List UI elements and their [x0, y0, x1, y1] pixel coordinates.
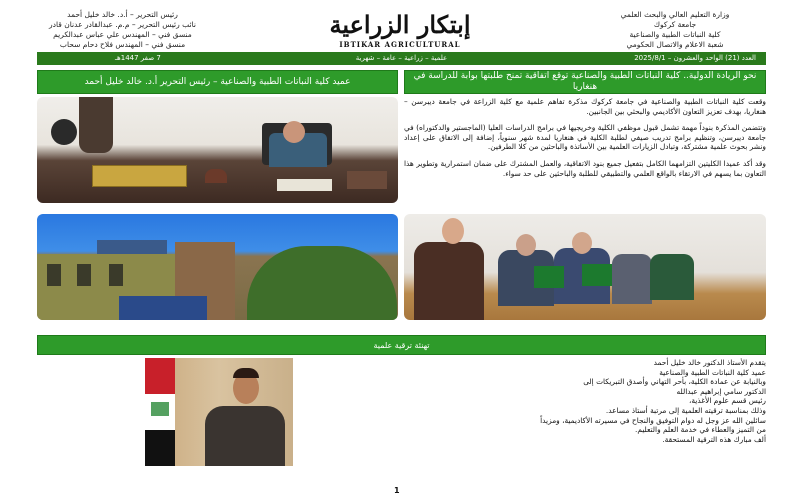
- article-title-text: نحو الريادة الدولية.. كلية النباتات الطبية والصناعية توقع اتفاقية تمنح طلبتها بوابة للدراسة في هنغاريا: [413, 71, 757, 92]
- congrats-line: سائلين الله عز وجل له دوام التوفيق والنجاح في مسيرته الأكاديمية، ومزيداً: [540, 415, 766, 425]
- issue-number: العدد (21) الواحد والعشرون – 2025/8/1: [634, 54, 756, 62]
- agreement-signing-photo: [404, 214, 766, 320]
- technical-coordinator-2: منسق فني – المهندس فلاح دحام سحاب: [59, 40, 186, 49]
- article-paragraph: وقد أكد عميدا الكليتين التزامهما الكامل بتفعيل جميع بنود الاتفاقية، والعمل المشترك على ضمان استمرارية وتطوير هذا التعاون بما يسهم في الارتقاء بالواقع العلمي والتطبيقي للطلبة والباحثين على حد سواء.: [404, 158, 766, 178]
- congrats-line: وذلك بمناسبة ترقيته العلمية إلى مرتبة أستاذ مساعد.: [605, 405, 766, 415]
- dean-caption-title: [37, 70, 398, 94]
- university-line: جامعة كركوك: [653, 20, 697, 29]
- ministry-header: [580, 10, 770, 50]
- congrats-line: من التميز والعطاء في خدمة العلم والتعليم.: [635, 425, 766, 435]
- congratulations-message: [470, 358, 766, 444]
- congrats-line: ألف مبارك هذه الترقية المستحقة.: [662, 434, 766, 444]
- congrats-line: عميد كلية النباتات الطبية والصناعية: [659, 367, 766, 377]
- newsletter-logo: [300, 10, 500, 49]
- dean-caption-text: عميد كلية النباتات الطبية والصناعية – رئيس التحرير أ.د. خالد خليل أحمد: [84, 76, 351, 87]
- article-paragraph: وقعت كلية النباتات الطبية والصناعية في جامعة كركوك مذكرة تفاهم علمية مع كلية الزراعة في جامعة ديبرسن – هنغاريا، بهدف تعزيز التعاون الأكاديمي والبحثي بين الجانبين.: [404, 97, 766, 116]
- ministry-line: وزارة التعليم العالي والبحث العلمي: [620, 10, 730, 19]
- professor-portrait-photo: [145, 358, 293, 466]
- dean-office-photo: [37, 97, 398, 203]
- article-paragraph: وتتضمن المذكرة بنوداً مهمة تشمل قبول موظفي الكلية وخريجيها في برامج الدراسات العليا (الماجستير والدكتوراه) في جامعة ديبرسن، وتنظيم برامج تدريب صيفي لطلبة الكلية في هنغاريا لمدة شهر سنوياً، إضافة إلى الاتفاق على إعداد ونشر بحوث علمية مشتركة، وتبادل الزيارات العلمية بين الأساتذة والباحثين من كلا الطرفين.: [404, 123, 766, 152]
- congrats-line: يتقدم الأستاذ الدكتور خالد خليل أحمد: [653, 358, 766, 367]
- congrats-line: رئيس قسم علوم الأغذية،: [688, 396, 766, 406]
- hijri-date: 7 صفر 1447هـ: [115, 54, 161, 62]
- agreement-article-body: [404, 97, 766, 185]
- article-title-agreement: [404, 70, 766, 94]
- publication-type: علمية – زراعية – عامة – شهرية: [355, 54, 448, 62]
- deputy-editor: نائب رئيس التحرير – م.م. عبدالقادر عدنان قادر: [49, 20, 196, 29]
- college-building-photo: [37, 214, 398, 320]
- technical-coordinator: منسق فني – المهندس علي عباس عبدالكريم: [53, 30, 192, 39]
- editor-in-chief: رئيس التحرير – أ.د. خالد خليل أحمد: [67, 10, 178, 19]
- issue-info-bar: [37, 52, 766, 65]
- congrats-line: الدكتور سامي إبراهيم عبدالله: [676, 386, 766, 396]
- congrats-line: وبالنيابة عن عمادة الكلية، بأحر التهاني وأصدق التبريكات إلى: [583, 377, 766, 387]
- media-division-line: شعبة الاعلام والاتصال الحكومي: [626, 40, 724, 49]
- logo-english: IBTIKAR AGRICULTURAL: [339, 40, 461, 49]
- editorial-staff: [20, 10, 225, 50]
- promotion-banner: [37, 335, 766, 355]
- logo-arabic: إبتكار الزراعية: [329, 10, 471, 39]
- college-line: كلية النباتات الطبية والصناعية: [629, 30, 721, 39]
- promotion-banner-title: تهنئة ترقية علمية: [373, 340, 430, 350]
- page-number: 1: [394, 486, 400, 495]
